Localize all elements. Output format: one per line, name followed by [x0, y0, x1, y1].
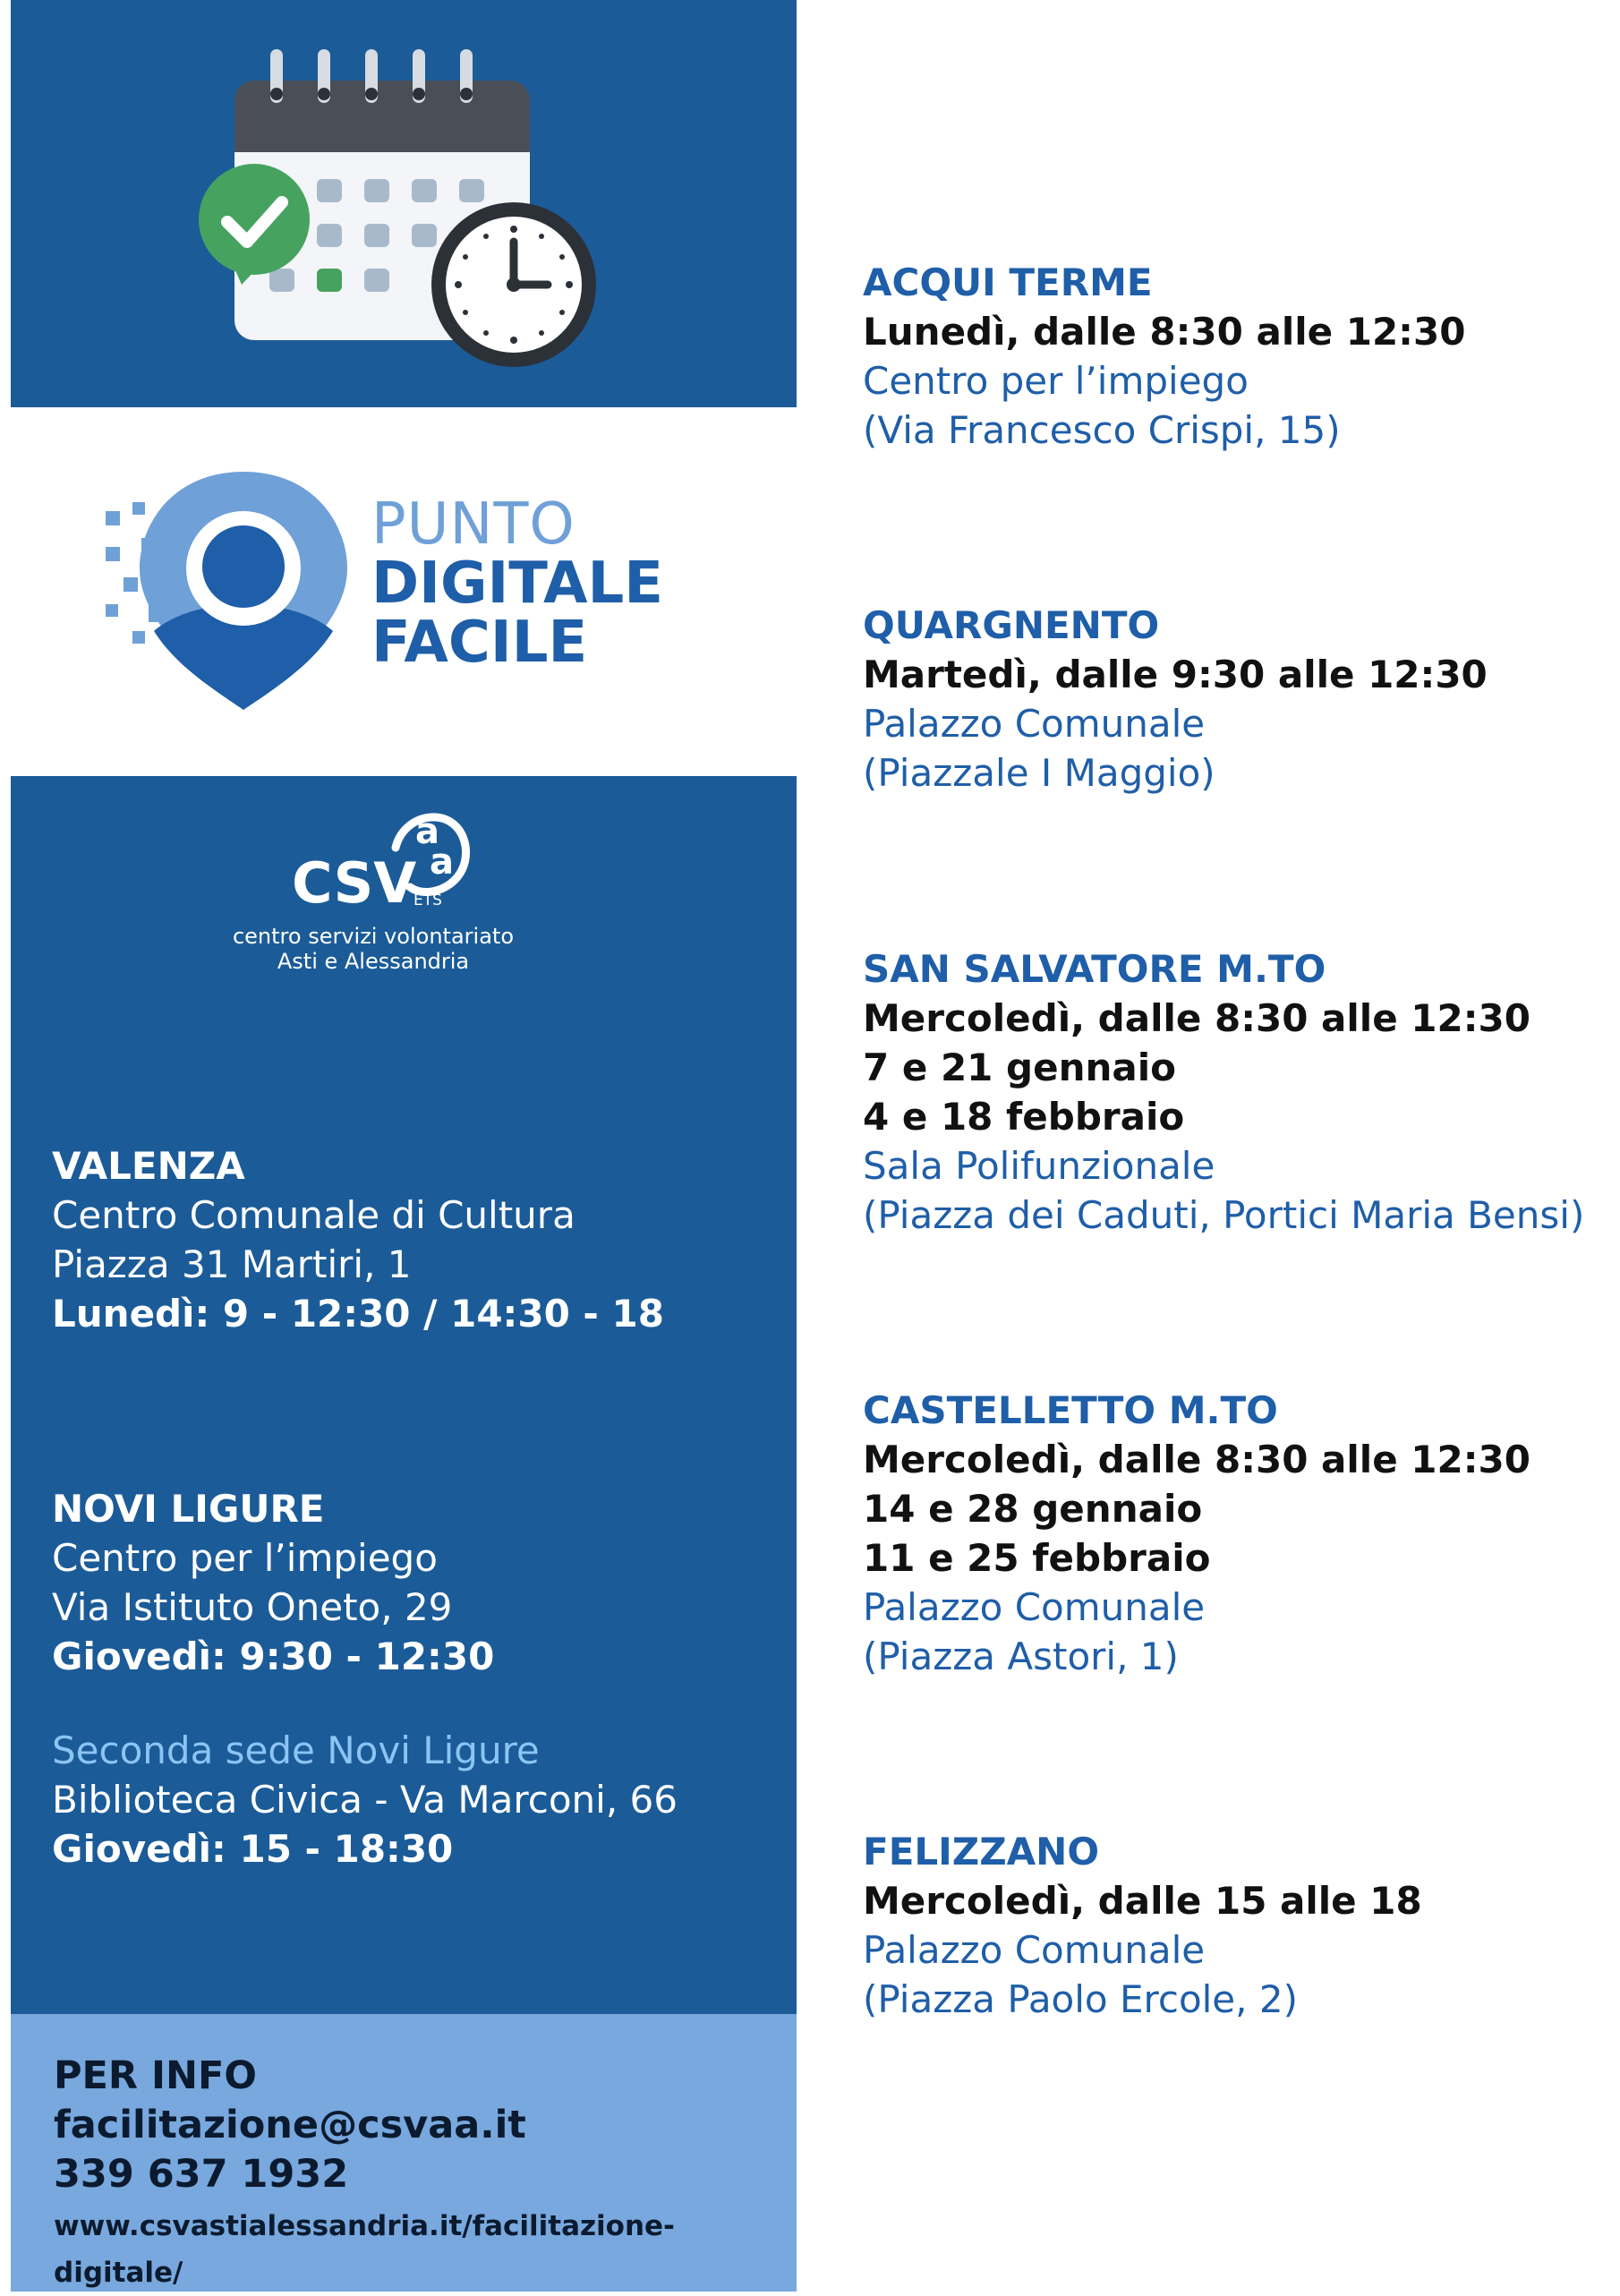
logo-line-3: FACILE [371, 610, 588, 676]
location-address: (Piazza Paolo Ercole, 2) [863, 1977, 1298, 2021]
location-valenza [52, 1141, 664, 1338]
csv-sup-a2: a [430, 841, 454, 883]
csv-subtitle [100, 924, 646, 974]
csv-subtitle-line-2: Asti e Alessandria [277, 949, 470, 974]
contact-info [54, 2052, 797, 2296]
logo-line-2: DIGITALE [371, 551, 663, 617]
csv-logo [279, 801, 494, 926]
location-line: Via Istituto Oneto, 29 [52, 1585, 453, 1629]
logo-text [371, 491, 663, 676]
info-phone[interactable]: 339 637 1932 [54, 2152, 349, 2197]
location-novi-ligure-second [52, 1726, 678, 1874]
location-title: SAN SALVATORE M.TO [863, 947, 1326, 991]
location-line: Centro per l’impiego [52, 1536, 438, 1580]
location-title: CASTELLETTO M.TO [863, 1388, 1278, 1432]
location-san-salvatore [863, 944, 1584, 1240]
location-day: Mercoledì, dalle 8:30 alle 12:30 [863, 996, 1530, 1040]
logo-line-1: PUNTO [371, 491, 576, 558]
location-dates: 11 e 25 febbraio [863, 1536, 1211, 1580]
location-place: Sala Polifunzionale [863, 1144, 1215, 1188]
location-day: Martedì, dalle 9:30 alle 12:30 [863, 653, 1488, 696]
location-dates: 4 e 18 febbraio [863, 1095, 1185, 1139]
location-place: Centro per l’impiego [863, 359, 1249, 403]
location-hours: Giovedì: 15 - 18:30 [52, 1827, 454, 1871]
location-line: Biblioteca Civica - Va Marconi, 66 [52, 1778, 678, 1822]
location-title: FELIZZANO [863, 1830, 1100, 1874]
location-title: NOVI LIGURE [52, 1487, 325, 1531]
location-quargnento [863, 601, 1488, 798]
location-title: QUARGNENTO [863, 603, 1160, 647]
csv-sup-a1: a [415, 811, 439, 852]
calendar-banner [11, 0, 797, 407]
location-dates: 7 e 21 gennaio [863, 1046, 1176, 1089]
location-hours: Lunedì: 9 - 12:30 / 14:30 - 18 [52, 1292, 664, 1336]
location-day: Mercoledì, dalle 15 alle 18 [863, 1879, 1422, 1923]
info-title: PER INFO [54, 2053, 257, 2098]
location-line: Centro Comunale di Cultura [52, 1193, 576, 1237]
location-day: Mercoledì, dalle 8:30 alle 12:30 [863, 1438, 1530, 1481]
location-place: Palazzo Comunale [863, 1585, 1206, 1629]
location-address: (Piazza Astori, 1) [863, 1635, 1179, 1678]
location-address: (Piazzale I Maggio) [863, 751, 1215, 795]
calendar-clock-icon [11, 0, 797, 407]
left-column [11, 0, 797, 2292]
location-line: Piazza 31 Martiri, 1 [52, 1242, 412, 1286]
punto-digitale-facile-logo [11, 407, 797, 776]
location-acqui-terme [863, 258, 1465, 455]
location-address: (Via Francesco Crispi, 15) [863, 408, 1341, 452]
location-novi-ligure [52, 1484, 494, 1681]
info-website-link[interactable]: www.csvastialessandria.it/facilitazione-digitale/ [54, 2210, 675, 2289]
location-subtitle: Seconda sede Novi Ligure [52, 1728, 540, 1772]
csv-mark-text: CSV [292, 850, 417, 916]
csv-subtitle-line-1: centro servizi volontariato [232, 924, 515, 949]
csv-ets: ETS [414, 892, 442, 909]
location-address: (Piazza dei Caduti, Portici Maria Bensi) [863, 1193, 1585, 1237]
location-day: Lunedì, dalle 8:30 alle 12:30 [863, 310, 1466, 354]
location-place: Palazzo Comunale [863, 1928, 1206, 1972]
location-place: Palazzo Comunale [863, 702, 1206, 746]
location-felizzano [863, 1827, 1422, 2024]
location-title: ACQUI TERME [863, 260, 1153, 304]
location-castelletto [863, 1386, 1530, 1681]
location-title: VALENZA [52, 1144, 245, 1188]
info-email[interactable]: facilitazione@csvaa.it [54, 2103, 526, 2147]
location-dates: 14 e 28 gennaio [863, 1487, 1203, 1531]
location-hours: Giovedì: 9:30 - 12:30 [52, 1635, 495, 1678]
